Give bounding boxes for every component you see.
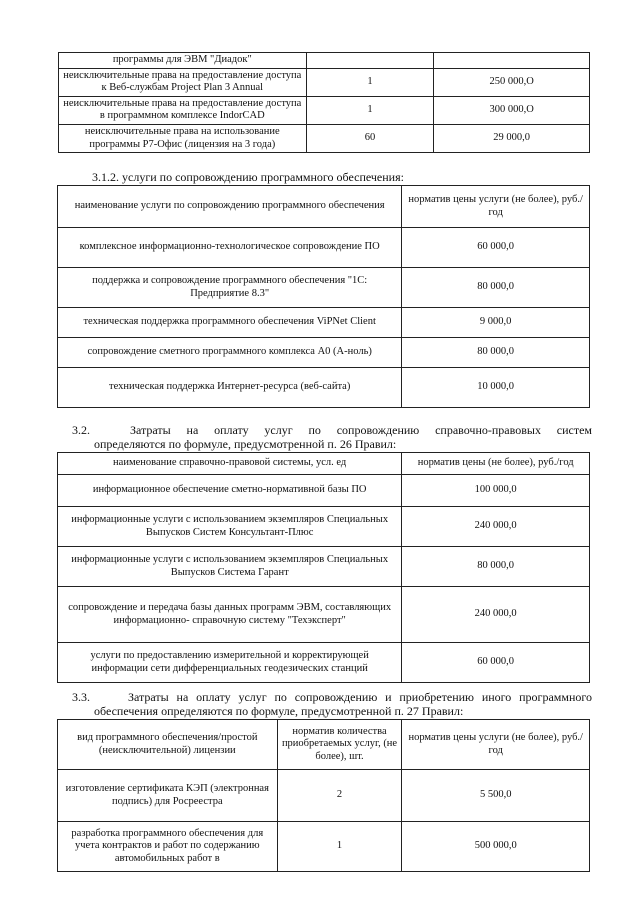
service-price: 9 000,0 bbox=[402, 308, 590, 338]
system-name: информационные услуги с использованием экземпляров Специальных Выпусков Систем Консультант-Плюс bbox=[58, 507, 402, 547]
header-software-type: вид программного обеспечения/простой (неисключительной) лицензии bbox=[58, 720, 278, 770]
service-price: 60 000,0 bbox=[402, 228, 590, 268]
service-name: комплексное информационно-технологическое сопровождение ПО bbox=[58, 228, 402, 268]
license-name: программы для ЭВМ "Диадок" bbox=[59, 53, 307, 69]
system-price: 80 000,0 bbox=[402, 547, 590, 587]
software-qty: 1 bbox=[277, 822, 402, 872]
software-name: разработка программного обеспечения для учета контрактов и работ по содержанию автомобильных работ в bbox=[58, 822, 278, 872]
service-price: 80 000,0 bbox=[402, 338, 590, 368]
service-price: 80 000,0 bbox=[402, 268, 590, 308]
system-name: сопровождение и передача базы данных программ ЭВМ, составляющих информационно- справочную систему "Техэксперт" bbox=[58, 587, 402, 643]
table-row bbox=[59, 124, 590, 152]
system-price: 240 000,0 bbox=[402, 507, 590, 547]
license-qty: 60 bbox=[306, 124, 434, 152]
table-row bbox=[58, 308, 590, 338]
header-price: норматив цены (не более), руб./год bbox=[402, 453, 590, 475]
software-qty: 2 bbox=[277, 770, 402, 822]
license-price: 250 000,О bbox=[434, 68, 590, 96]
section-3-3-number: 3.3. bbox=[72, 690, 90, 704]
license-qty bbox=[306, 53, 434, 69]
licenses-table bbox=[58, 52, 590, 153]
software-price: 500 000,0 bbox=[402, 822, 590, 872]
header-price: норматив цены услуги (не более), руб./год bbox=[402, 720, 590, 770]
header-price: норматив цены услуги (не более), руб./год bbox=[402, 186, 590, 228]
service-name: техническая поддержка программного обеспечения ViPNet Client bbox=[58, 308, 402, 338]
section-3-2-text bbox=[72, 423, 592, 451]
software-support-table bbox=[57, 185, 590, 408]
table-row bbox=[59, 53, 590, 69]
service-name: техническая поддержка Интернет-ресурса (веб-сайта) bbox=[58, 368, 402, 408]
service-price: 10 000,0 bbox=[402, 368, 590, 408]
table-header-row bbox=[58, 186, 590, 228]
license-qty: 1 bbox=[306, 68, 434, 96]
table-row bbox=[58, 228, 590, 268]
table-row bbox=[58, 770, 590, 822]
table-header-row bbox=[58, 453, 590, 475]
table-row bbox=[58, 475, 590, 507]
section-3-2-line2: определяются по формуле, предусмотренной п. 26 Правил: bbox=[94, 437, 397, 451]
table-row bbox=[58, 368, 590, 408]
legal-systems-table bbox=[57, 452, 590, 683]
license-qty: 1 bbox=[306, 96, 434, 124]
header-system-name: наименование справочно-правовой системы, усл. ед bbox=[58, 453, 402, 475]
system-name: информационные услуги с использованием экземпляров Специальных Выпусков Система Гарант bbox=[58, 547, 402, 587]
section-3-3-line2: обеспечения определяются по формуле, предусмотренной п. 27 Правил: bbox=[94, 704, 464, 718]
section-3-3-line1: Затраты на оплату услуг по сопровождению и приобретению иного программного bbox=[128, 690, 592, 704]
table-row bbox=[58, 268, 590, 308]
license-price bbox=[434, 53, 590, 69]
table-row bbox=[58, 822, 590, 872]
service-name: поддержка и сопровождение программного обеспечения "1С: Предприятие 8.3" bbox=[58, 268, 402, 308]
table-row bbox=[59, 68, 590, 96]
table-row bbox=[59, 96, 590, 124]
other-software-table bbox=[57, 719, 590, 872]
license-price: 29 000,0 bbox=[434, 124, 590, 152]
software-name: изготовление сертификата КЭП (электронная подпись) для Росреестра bbox=[58, 770, 278, 822]
section-3-1-2-title: 3.1.2. услуги по сопровождению программного обеспечения: bbox=[92, 170, 404, 184]
license-name: неисключительные права на использование программы Р7-Офис (лицензия на 3 года) bbox=[59, 124, 307, 152]
table-row bbox=[58, 547, 590, 587]
system-name: услуги по предоставлению измерительной и корректирующей информации сети дифференциальных геодезических станций bbox=[58, 643, 402, 683]
table-header-row bbox=[58, 720, 590, 770]
system-price: 100 000,0 bbox=[402, 475, 590, 507]
section-3-2-line1: Затраты на оплату услуг по сопровождению справочно-правовых систем bbox=[130, 423, 592, 437]
license-price: 300 000,О bbox=[434, 96, 590, 124]
header-service-name: наименование услуги по сопровождению программного обеспечения bbox=[58, 186, 402, 228]
system-price: 240 000,0 bbox=[402, 587, 590, 643]
table-row bbox=[58, 507, 590, 547]
section-3-3-text bbox=[72, 690, 592, 718]
license-name: неисключительные права на предоставление доступа к Веб-службам Project Plan 3 Annual bbox=[59, 68, 307, 96]
table-row bbox=[58, 587, 590, 643]
license-name: неисключительные права на предоставление доступа в программном комплексе IndorCAD bbox=[59, 96, 307, 124]
table-row bbox=[58, 338, 590, 368]
service-name: сопровождение сметного программного комплекса А0 (А-ноль) bbox=[58, 338, 402, 368]
system-name: информационное обеспечение сметно-нормативной базы ПО bbox=[58, 475, 402, 507]
section-3-2-number: 3.2. bbox=[72, 423, 90, 437]
header-quantity: норматив количества приобретаемых услуг, (не более), шт. bbox=[277, 720, 402, 770]
software-price: 5 500,0 bbox=[402, 770, 590, 822]
system-price: 60 000,0 bbox=[402, 643, 590, 683]
table-row bbox=[58, 643, 590, 683]
